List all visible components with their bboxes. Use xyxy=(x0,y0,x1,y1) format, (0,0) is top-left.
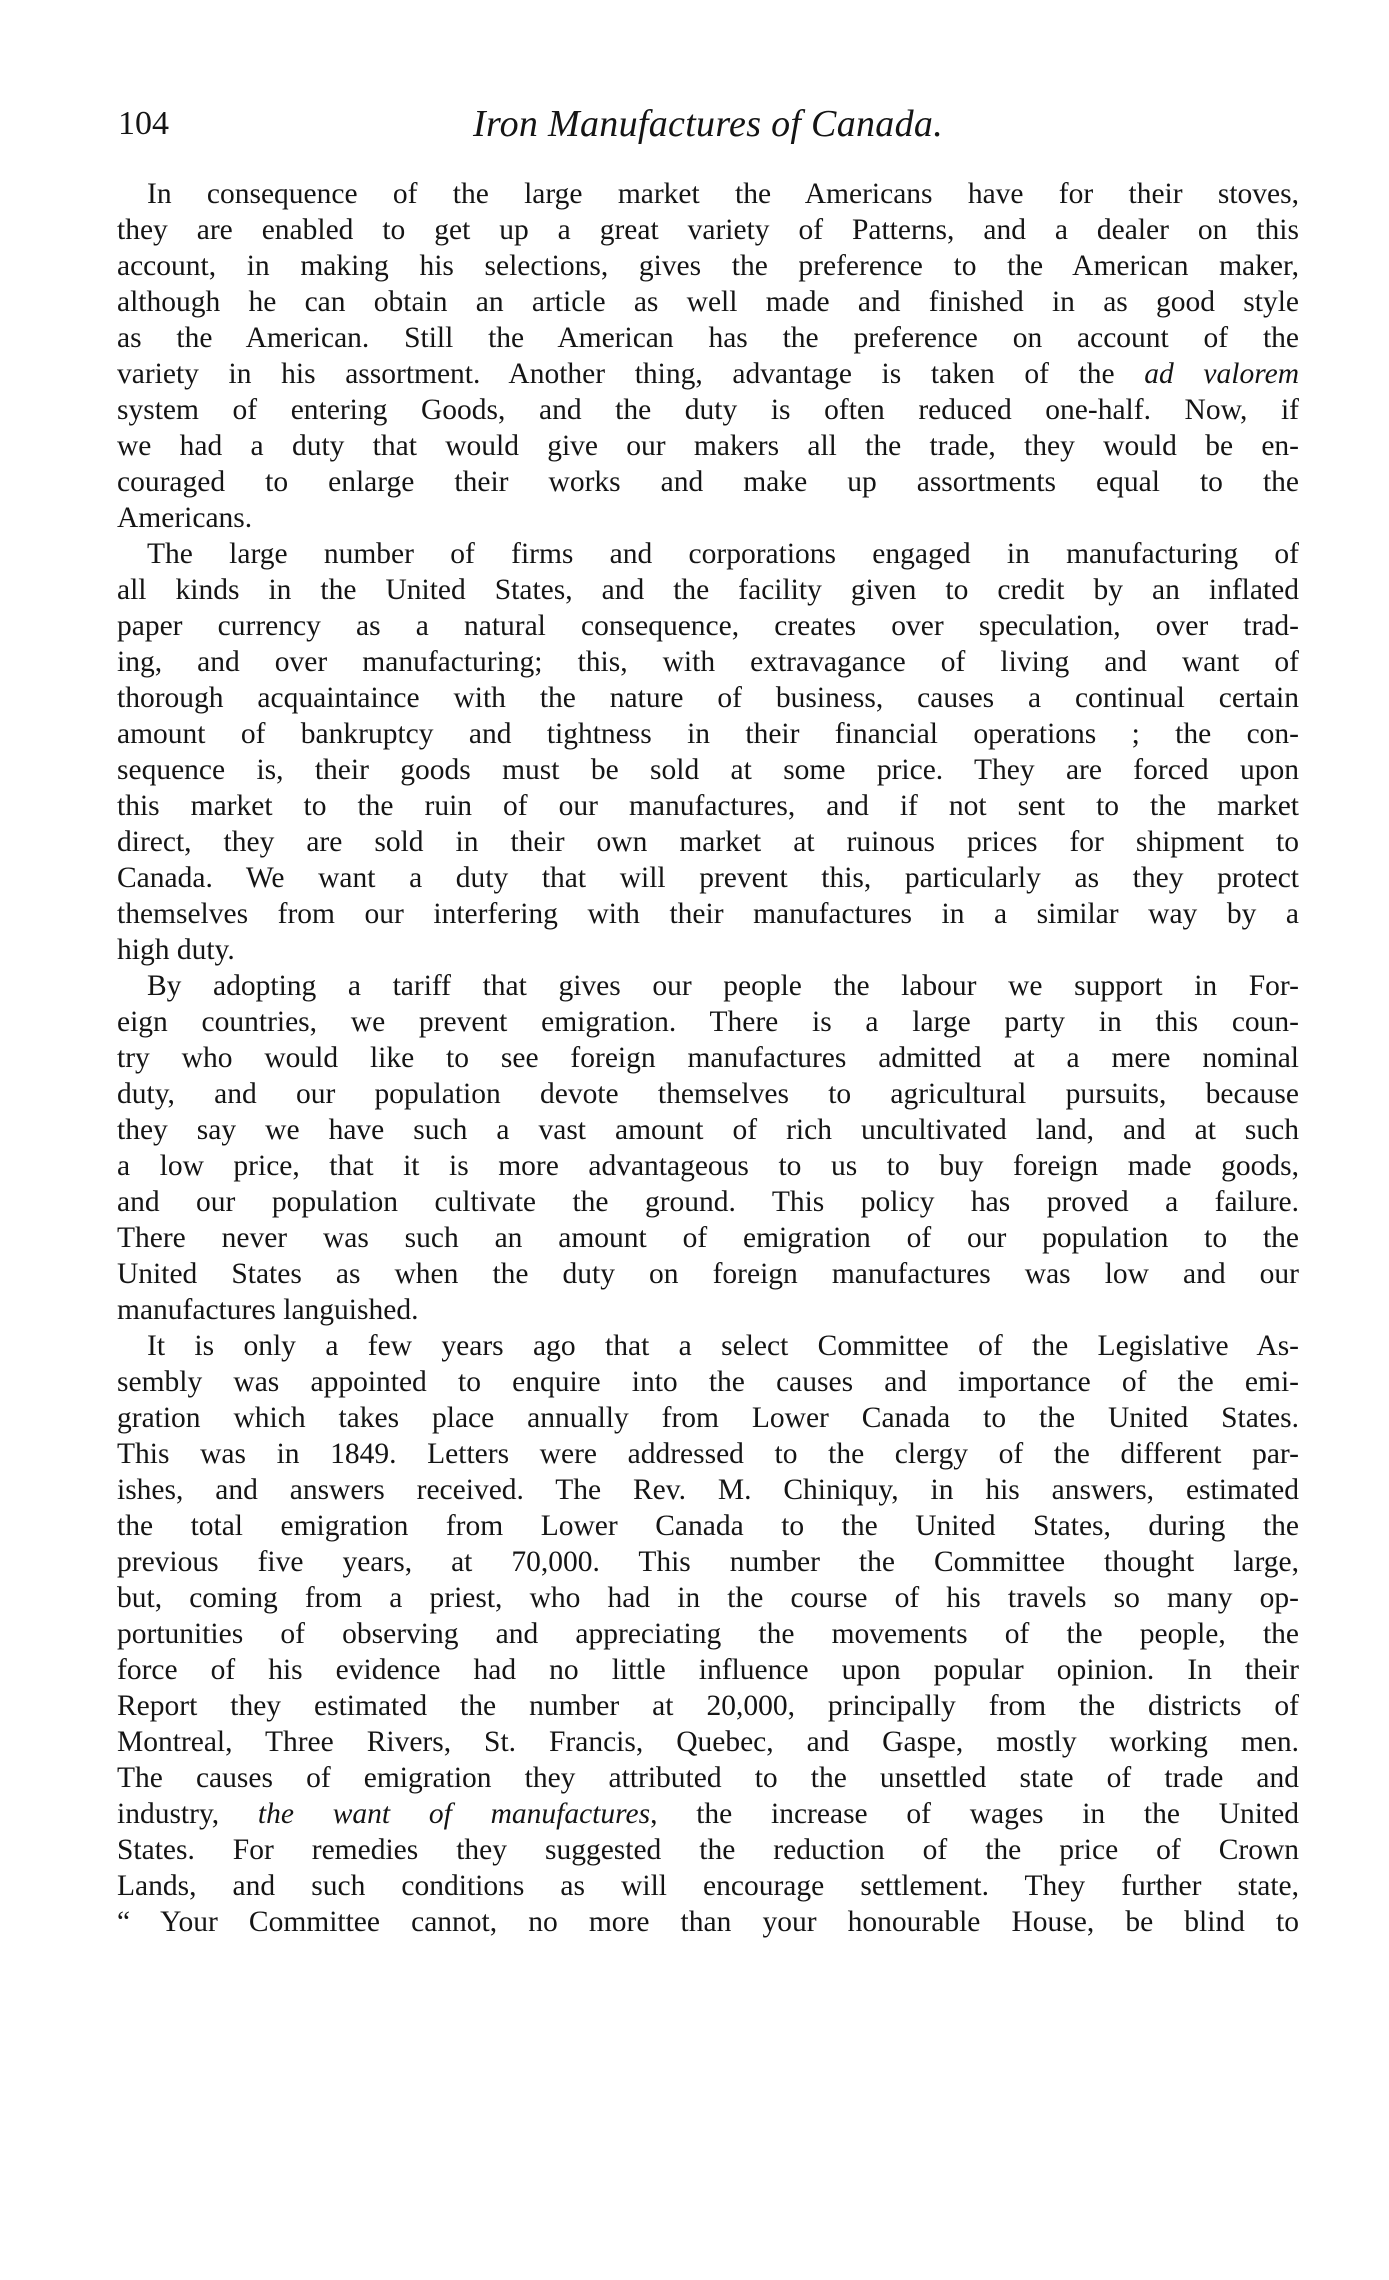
text-segment: the total emigration from Lower Canada to the United States, during the xyxy=(117,1510,1299,1542)
page-header xyxy=(118,100,1298,152)
text-line xyxy=(117,1544,1299,1580)
text-line xyxy=(117,932,1299,968)
text-line xyxy=(117,1472,1299,1508)
text-line xyxy=(117,1004,1299,1040)
body-text xyxy=(117,176,1299,2246)
text-segment: they are enabled to get up a great variety of Patterns, and a dealer on this xyxy=(117,214,1299,246)
text-line xyxy=(117,1580,1299,1616)
text-segment: United States as when the duty on foreign manufactures was low and our xyxy=(117,1258,1299,1290)
text-line xyxy=(117,716,1299,752)
text-segment: system of entering Goods, and the duty is often reduced one-half. Now, if xyxy=(117,394,1299,426)
text-line xyxy=(117,752,1299,788)
text-segment: In consequence of the large market the Americans have for their stoves, xyxy=(147,178,1299,210)
text-segment: This was in 1849. Letters were addressed to the clergy of the different par- xyxy=(117,1438,1299,1470)
text-line xyxy=(117,1436,1299,1472)
text-segment: they say we have such a vast amount of rich uncultivated land, and at such xyxy=(117,1114,1299,1146)
text-segment: high duty. xyxy=(117,934,235,966)
text-line xyxy=(117,1724,1299,1760)
text-segment: a low price, that it is more advantageous to us to buy foreign made goods, xyxy=(117,1150,1299,1182)
text-line xyxy=(117,1328,1299,1364)
text-segment: we had a duty that would give our makers all the trade, they would be en- xyxy=(117,430,1299,462)
text-segment: ishes, and answers received. The Rev. M. Chiniquy, in his answers, estimated xyxy=(117,1474,1299,1506)
text-line xyxy=(117,1112,1299,1148)
text-line xyxy=(117,608,1299,644)
text-line xyxy=(117,176,1299,212)
text-segment: manufactures languished. xyxy=(117,1294,419,1326)
text-line xyxy=(117,1760,1299,1796)
text-segment: Report they estimated the number at 20,000, principally from the districts of xyxy=(117,1690,1299,1722)
text-segment: By adopting a tariff that gives our people the labour we support in For- xyxy=(147,970,1299,1002)
text-line xyxy=(117,1256,1299,1292)
text-segment: account, in making his selections, gives the preference to the American maker, xyxy=(117,250,1299,282)
text-segment: paper currency as a natural consequence, creates over speculation, over trad- xyxy=(117,610,1299,642)
text-segment: Montreal, Three Rivers, St. Francis, Quebec, and Gaspe, mostly working men. xyxy=(117,1726,1299,1758)
text-segment: The large number of firms and corporations engaged in manufacturing of xyxy=(147,538,1299,570)
text-segment: previous five years, at 70,000. This number the Committee thought large, xyxy=(117,1546,1299,1578)
italic-text: the want of manufactures xyxy=(257,1798,651,1830)
text-line xyxy=(117,896,1299,932)
text-line xyxy=(117,320,1299,356)
text-line xyxy=(117,356,1299,392)
text-segment: sembly was appointed to enquire into the causes and importance of the emi- xyxy=(117,1366,1299,1398)
text-line xyxy=(117,1292,1299,1328)
text-segment: Americans. xyxy=(117,502,253,534)
text-segment: , the increase of wages in the United xyxy=(650,1798,1299,1830)
text-segment: There never was such an amount of emigration of our population to the xyxy=(117,1222,1299,1254)
text-line xyxy=(117,680,1299,716)
text-segment: The causes of emigration they attributed to the unsettled state of trade and xyxy=(117,1762,1299,1794)
text-segment: duty, and our population devote themselves to agricultural pursuits, because xyxy=(117,1078,1299,1110)
text-segment: ing, and over manufacturing; this, with extravagance of living and want of xyxy=(117,646,1299,678)
text-segment: “ Your Committee cannot, no more than your honourable House, be blind to xyxy=(117,1906,1299,1938)
text-segment: force of his evidence had no little influence upon popular opinion. In their xyxy=(117,1654,1299,1686)
text-line xyxy=(117,644,1299,680)
running-title: Iron Manufactures of Canada. xyxy=(472,103,943,145)
text-segment: although he can obtain an article as well made and finished in as good style xyxy=(117,286,1299,318)
text-line xyxy=(117,248,1299,284)
text-segment: sequence is, their goods must be sold at some price. They are forced upon xyxy=(117,754,1299,786)
text-segment: couraged to enlarge their works and make up assortments equal to the xyxy=(117,466,1299,498)
text-line xyxy=(117,1400,1299,1436)
text-segment: It is only a few years ago that a select Committee of the Legislative As- xyxy=(147,1330,1299,1362)
text-segment: gration which takes place annually from Lower Canada to the United States. xyxy=(117,1402,1299,1434)
text-segment: portunities of observing and appreciating the movements of the people, the xyxy=(117,1618,1299,1650)
text-line xyxy=(117,824,1299,860)
text-line xyxy=(117,968,1299,1004)
text-line xyxy=(117,1796,1299,1832)
text-line xyxy=(117,1364,1299,1400)
text-segment: Lands, and such conditions as will encourage settlement. They further state, xyxy=(117,1870,1299,1902)
text-segment: this market to the ruin of our manufactures, and if not sent to the market xyxy=(117,790,1299,822)
text-line xyxy=(117,1688,1299,1724)
text-line xyxy=(117,1652,1299,1688)
text-segment: direct, they are sold in their own market at ruinous prices for shipment to xyxy=(117,826,1299,858)
text-segment: industry, xyxy=(117,1798,258,1830)
text-line xyxy=(117,1076,1299,1112)
text-line xyxy=(117,212,1299,248)
text-line xyxy=(117,392,1299,428)
text-segment: but, coming from a priest, who had in the course of his travels so many op- xyxy=(117,1582,1299,1614)
text-line xyxy=(117,284,1299,320)
text-line xyxy=(117,464,1299,500)
text-line xyxy=(117,1616,1299,1652)
text-segment: eign countries, we prevent emigration. There is a large party in this coun- xyxy=(117,1006,1299,1038)
text-line xyxy=(117,1040,1299,1076)
text-segment: States. For remedies they suggested the reduction of the price of Crown xyxy=(117,1834,1299,1866)
text-segment: themselves from our interfering with their manufactures in a similar way by a xyxy=(117,898,1299,930)
text-line xyxy=(117,1904,1299,1940)
text-line xyxy=(117,1148,1299,1184)
text-line xyxy=(117,536,1299,572)
italic-text: ad valorem xyxy=(1144,358,1299,390)
text-line xyxy=(117,428,1299,464)
text-segment: all kinds in the United States, and the facility given to credit by an inflated xyxy=(117,574,1299,606)
text-segment: variety in his assortment. Another thing, advantage is taken of the xyxy=(117,358,1145,390)
text-segment: as the American. Still the American has the preference on account of the xyxy=(117,322,1299,354)
text-line xyxy=(117,1508,1299,1544)
text-line xyxy=(117,500,1299,536)
text-line xyxy=(117,1184,1299,1220)
text-line xyxy=(117,572,1299,608)
text-line xyxy=(117,1868,1299,1904)
text-line xyxy=(117,860,1299,896)
text-segment: amount of bankruptcy and tightness in their financial operations ; the con- xyxy=(117,718,1299,750)
text-segment: try who would like to see foreign manufactures admitted at a mere nominal xyxy=(117,1042,1299,1074)
text-segment: Canada. We want a duty that will prevent this, particularly as they protect xyxy=(117,862,1299,894)
text-line xyxy=(117,788,1299,824)
text-segment: and our population cultivate the ground. This policy has proved a failure. xyxy=(117,1186,1299,1218)
text-line xyxy=(117,1220,1299,1256)
page-number: 104 xyxy=(118,105,169,142)
text-segment: thorough acquaintaince with the nature of business, causes a continual certain xyxy=(117,682,1299,714)
text-line xyxy=(117,1832,1299,1868)
